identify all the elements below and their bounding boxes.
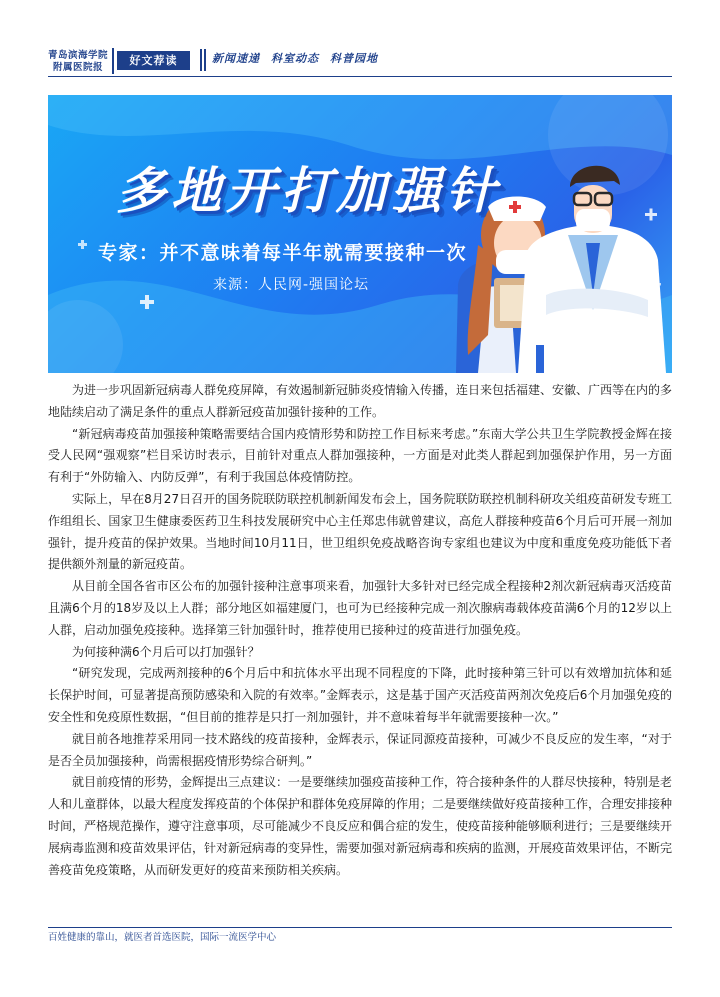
brand-line-2: 附属医院报 xyxy=(52,62,103,73)
banner-title: 多地开打加强针 xyxy=(116,162,501,220)
article-paragraph: 从目前全国各省市区公布的加强针接种注意事项来看，加强针大多针对已经完成全程接种2剂次新冠病毒灭活疫苗且满6个月的18岁及以上人群；部分地区如福建厦门，也可为已经接种完成一剂次腺病毒载体疫苗满6个月的12岁以上人群，启动加强免疫接种。选择第三针加强针时，推荐使用已接种过的疫苗进行加强免疫。 xyxy=(48,579,672,637)
footer-rule xyxy=(48,927,672,928)
plus-icon xyxy=(645,209,657,221)
plus-icon xyxy=(78,240,87,249)
article-banner xyxy=(48,95,672,373)
header-rule xyxy=(48,76,672,77)
brand-line-1: 青岛滨海学院 xyxy=(48,50,109,61)
nav-separator xyxy=(200,49,202,71)
newspaper-logo xyxy=(48,50,108,74)
article-paragraph: 为进一步巩固新冠病毒人群免疫屏障，有效遏制新冠肺炎疫情输入传播，连日来包括福建、安徽、广西等在内的多地陆续启动了满足条件的重点人群新冠疫苗加强针接种的工作。 xyxy=(48,383,673,419)
nav-item-department[interactable]: 科室动态 xyxy=(271,52,319,65)
doctor-figure xyxy=(518,166,666,373)
newspaper-header xyxy=(0,0,720,92)
nav-item-science[interactable]: 科普园地 xyxy=(330,52,378,65)
nav-item-news[interactable]: 新闻速递 xyxy=(212,52,260,65)
nav-separator xyxy=(204,49,206,71)
brand-divider xyxy=(112,48,114,74)
article-question: 为何接种满6个月后可以打加强针？ xyxy=(72,644,260,659)
banner-subtitle: 专家：并不意味着每半年就需要接种一次 xyxy=(98,242,468,264)
article-paragraph: “研究发现，完成两剂接种的6个月后中和抗体水平出现不同程度的下降，此时接种第三针可以有效增加抗体和延长保护时间，可显著提高预防感染和入院的有效率。”金辉表示，这是基于国产灭活疫苗两剂次免疫后6个月加强免疫的安全性和免疫原性数据，“但目前的推荐是只打一剂加强针，并不意味着每半年就需要接种一次。” xyxy=(48,666,672,724)
banner-illustration xyxy=(48,95,672,373)
article-paragraph: 实际上，早在8月27日召开的国务院联防联控机制新闻发布会上，国务院联防联控机制科研攻关组疫苗研发专班工作组组长、国家卫生健康委医药卫生科技发展研究中心主任郑忠伟就曾建议，高危人群接种疫苗6个月后可开展一剂加强针，提升疫苗的保护效果。当地时间10月11日，世卫组织免疫战略咨询专家组也建议为中度和重度免疫功能低下者提供额外剂量的新冠疫苗。 xyxy=(48,491,672,572)
footer-slogan: 百姓健康的靠山，就医者首选医院，国际一流医学中心 xyxy=(48,932,277,943)
article-paragraph: 就目前各地推荐采用同一技术路线的疫苗接种，金辉表示，保证同源疫苗接种，可减少不良反应的发生率，“对于是否全员加强接种，尚需根据疫情形势综合研判。” xyxy=(48,731,672,768)
section-tag: 好文荐读 xyxy=(117,51,190,70)
banner-source: 来源：人民网-强国论坛 xyxy=(213,277,370,293)
article-paragraph: “新冠病毒疫苗加强接种策略需要结合国内疫情形势和防控工作目标来考虑。”东南大学公共卫生学院教授金辉在接受人民网“强观察”栏目采访时表示，目前针对重点人群加强接种，一方面是对此类人群起到加强保护作用，另一方面有利于“外防输入、内防反弹”，有利于我国总体疫情防控。 xyxy=(48,426,672,485)
article-body xyxy=(48,380,672,881)
article-paragraph: 就目前疫情的形势，金辉提出三点建议：一是要继续加强疫苗接种工作，符合接种条件的人群尽快接种，特别是老人和儿童群体，以最大程度发挥疫苗的个体保护和群体免疫屏障的作用；二是要继续做好疫苗接种工作，合理安排接种时间，严格规范操作，遵守注意事项，尽可能减少不良反应和偶合症的发生，使疫苗接种能够顺利进行；三是要继续开展病毒监测和疫苗效果评估，针对新冠病毒的变异性，需要加强对新冠病毒和疾病的监测，开展疫苗效果评估，不断完善疫苗免疫策略，从而研发更好的疫苗来预防相关疾病。 xyxy=(48,775,673,877)
